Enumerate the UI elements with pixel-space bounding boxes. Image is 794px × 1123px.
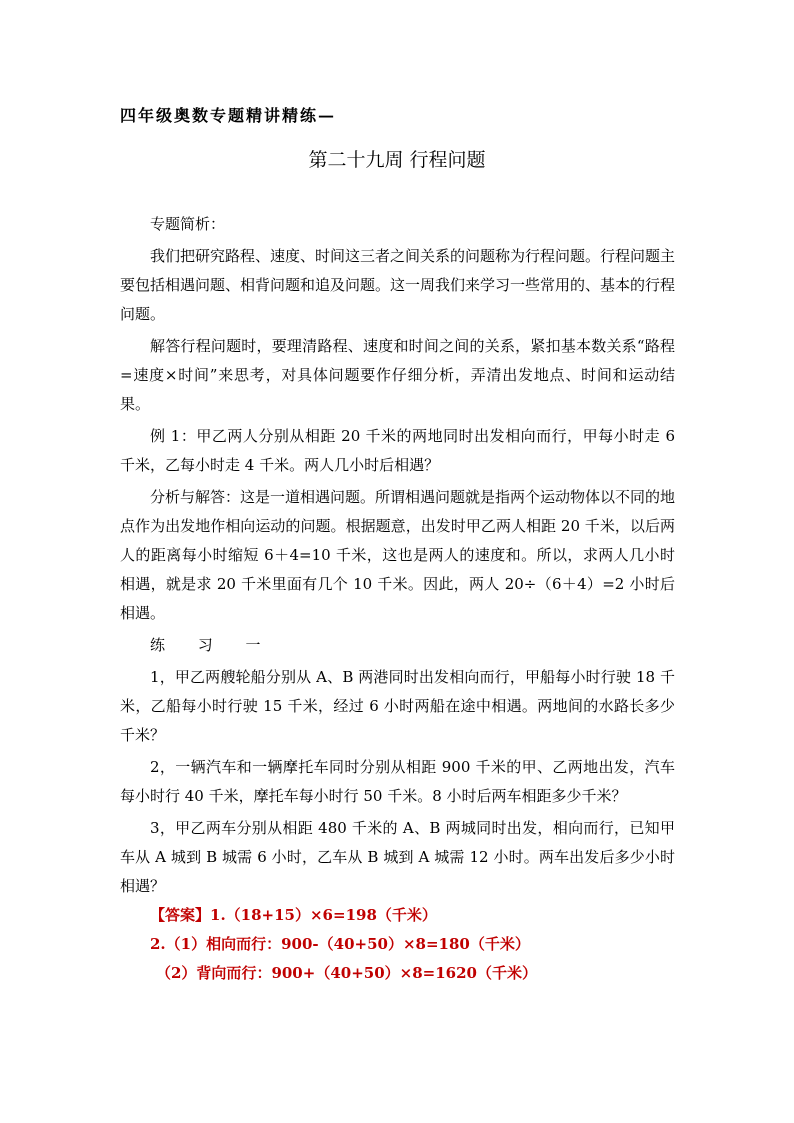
section-label: 专题简析： [150, 215, 226, 233]
answer-line-1 [120, 901, 675, 930]
exercise-item-2: 2，一辆汽车和一辆摩托车同时分别从相距 900 千米的甲、乙两地出发，汽车每小时行 40 千米，摩托车每小时行 50 千米。8 小时后两车相距多少千米？ [120, 758, 675, 805]
answer-line-3 [120, 959, 675, 988]
answer-text-1: 1.（18+15）×6=198（千米） [210, 906, 437, 924]
document-header: 四年级奥数专题精讲精练— [120, 106, 337, 125]
answer-text-2: 2.（1）相向而行：900-（40+50）×8=180（千米） [150, 935, 530, 953]
intro-paragraph: 我们把研究路程、速度、时间这三者之间关系的问题称为行程问题。行程问题主要包括相遇问题、相背问题和追及问题。这一周我们来学习一些常用的、基本的行程问题。 [120, 247, 676, 323]
answer-line-2 [120, 930, 675, 959]
document-body [120, 210, 675, 988]
analysis-paragraph: 分析与解答：这是一道相遇问题。所谓相遇问题就是指两个运动物体以不同的地点作为出发地作相向运动的问题。根据题意，出发时甲乙两人相距 20 千米，以后两人的距离每小时缩短 6＋4=10 千米，这也是两人的速度和。所以，求两人几小时相遇，就是求 20 千米里面有几个 10 千米。因此，两人 20÷（6＋4）=2 小时后相遇。 [120, 488, 676, 622]
answer-label: 【答案】 [150, 906, 211, 924]
example-paragraph: 例 1：甲乙两人分别从相距 20 千米的两地同时出发相向而行，甲每小时走 6 千米，乙每小时走 4 千米。两人几小时后相遇？ [120, 427, 675, 474]
document-title: 第二十九周 行程问题 [308, 149, 486, 171]
method-paragraph: 解答行程问题时，要理清路程、速度和时间之间的关系，紧扣基本数关系“路程=速度×时间”来思考，对具体问题要作仔细分析，弄清出发地点、时间和运动结果。 [120, 337, 675, 413]
exercise-title: 练 习 一 [150, 636, 275, 654]
answer-text-3: （2）背向而行：900+（40+50）×8=1620（千米） [156, 964, 537, 982]
exercise-item-3: 3，甲乙两车分别从相距 480 千米的 A、B 两城同时出发，相向而行，已知甲车从 A 城到 B 城需 6 小时，乙车从 B 城到 A 城需 12 小时。两车出发后多少小时相遇？ [120, 819, 675, 895]
exercise-item-1: 1，甲乙两艘轮船分别从 A、B 两港同时出发相向而行，甲船每小时行驶 18 千米，乙船每小时行驶 15 千米，经过 6 小时两船在途中相遇。两地间的水路长多少千米？ [120, 668, 675, 744]
